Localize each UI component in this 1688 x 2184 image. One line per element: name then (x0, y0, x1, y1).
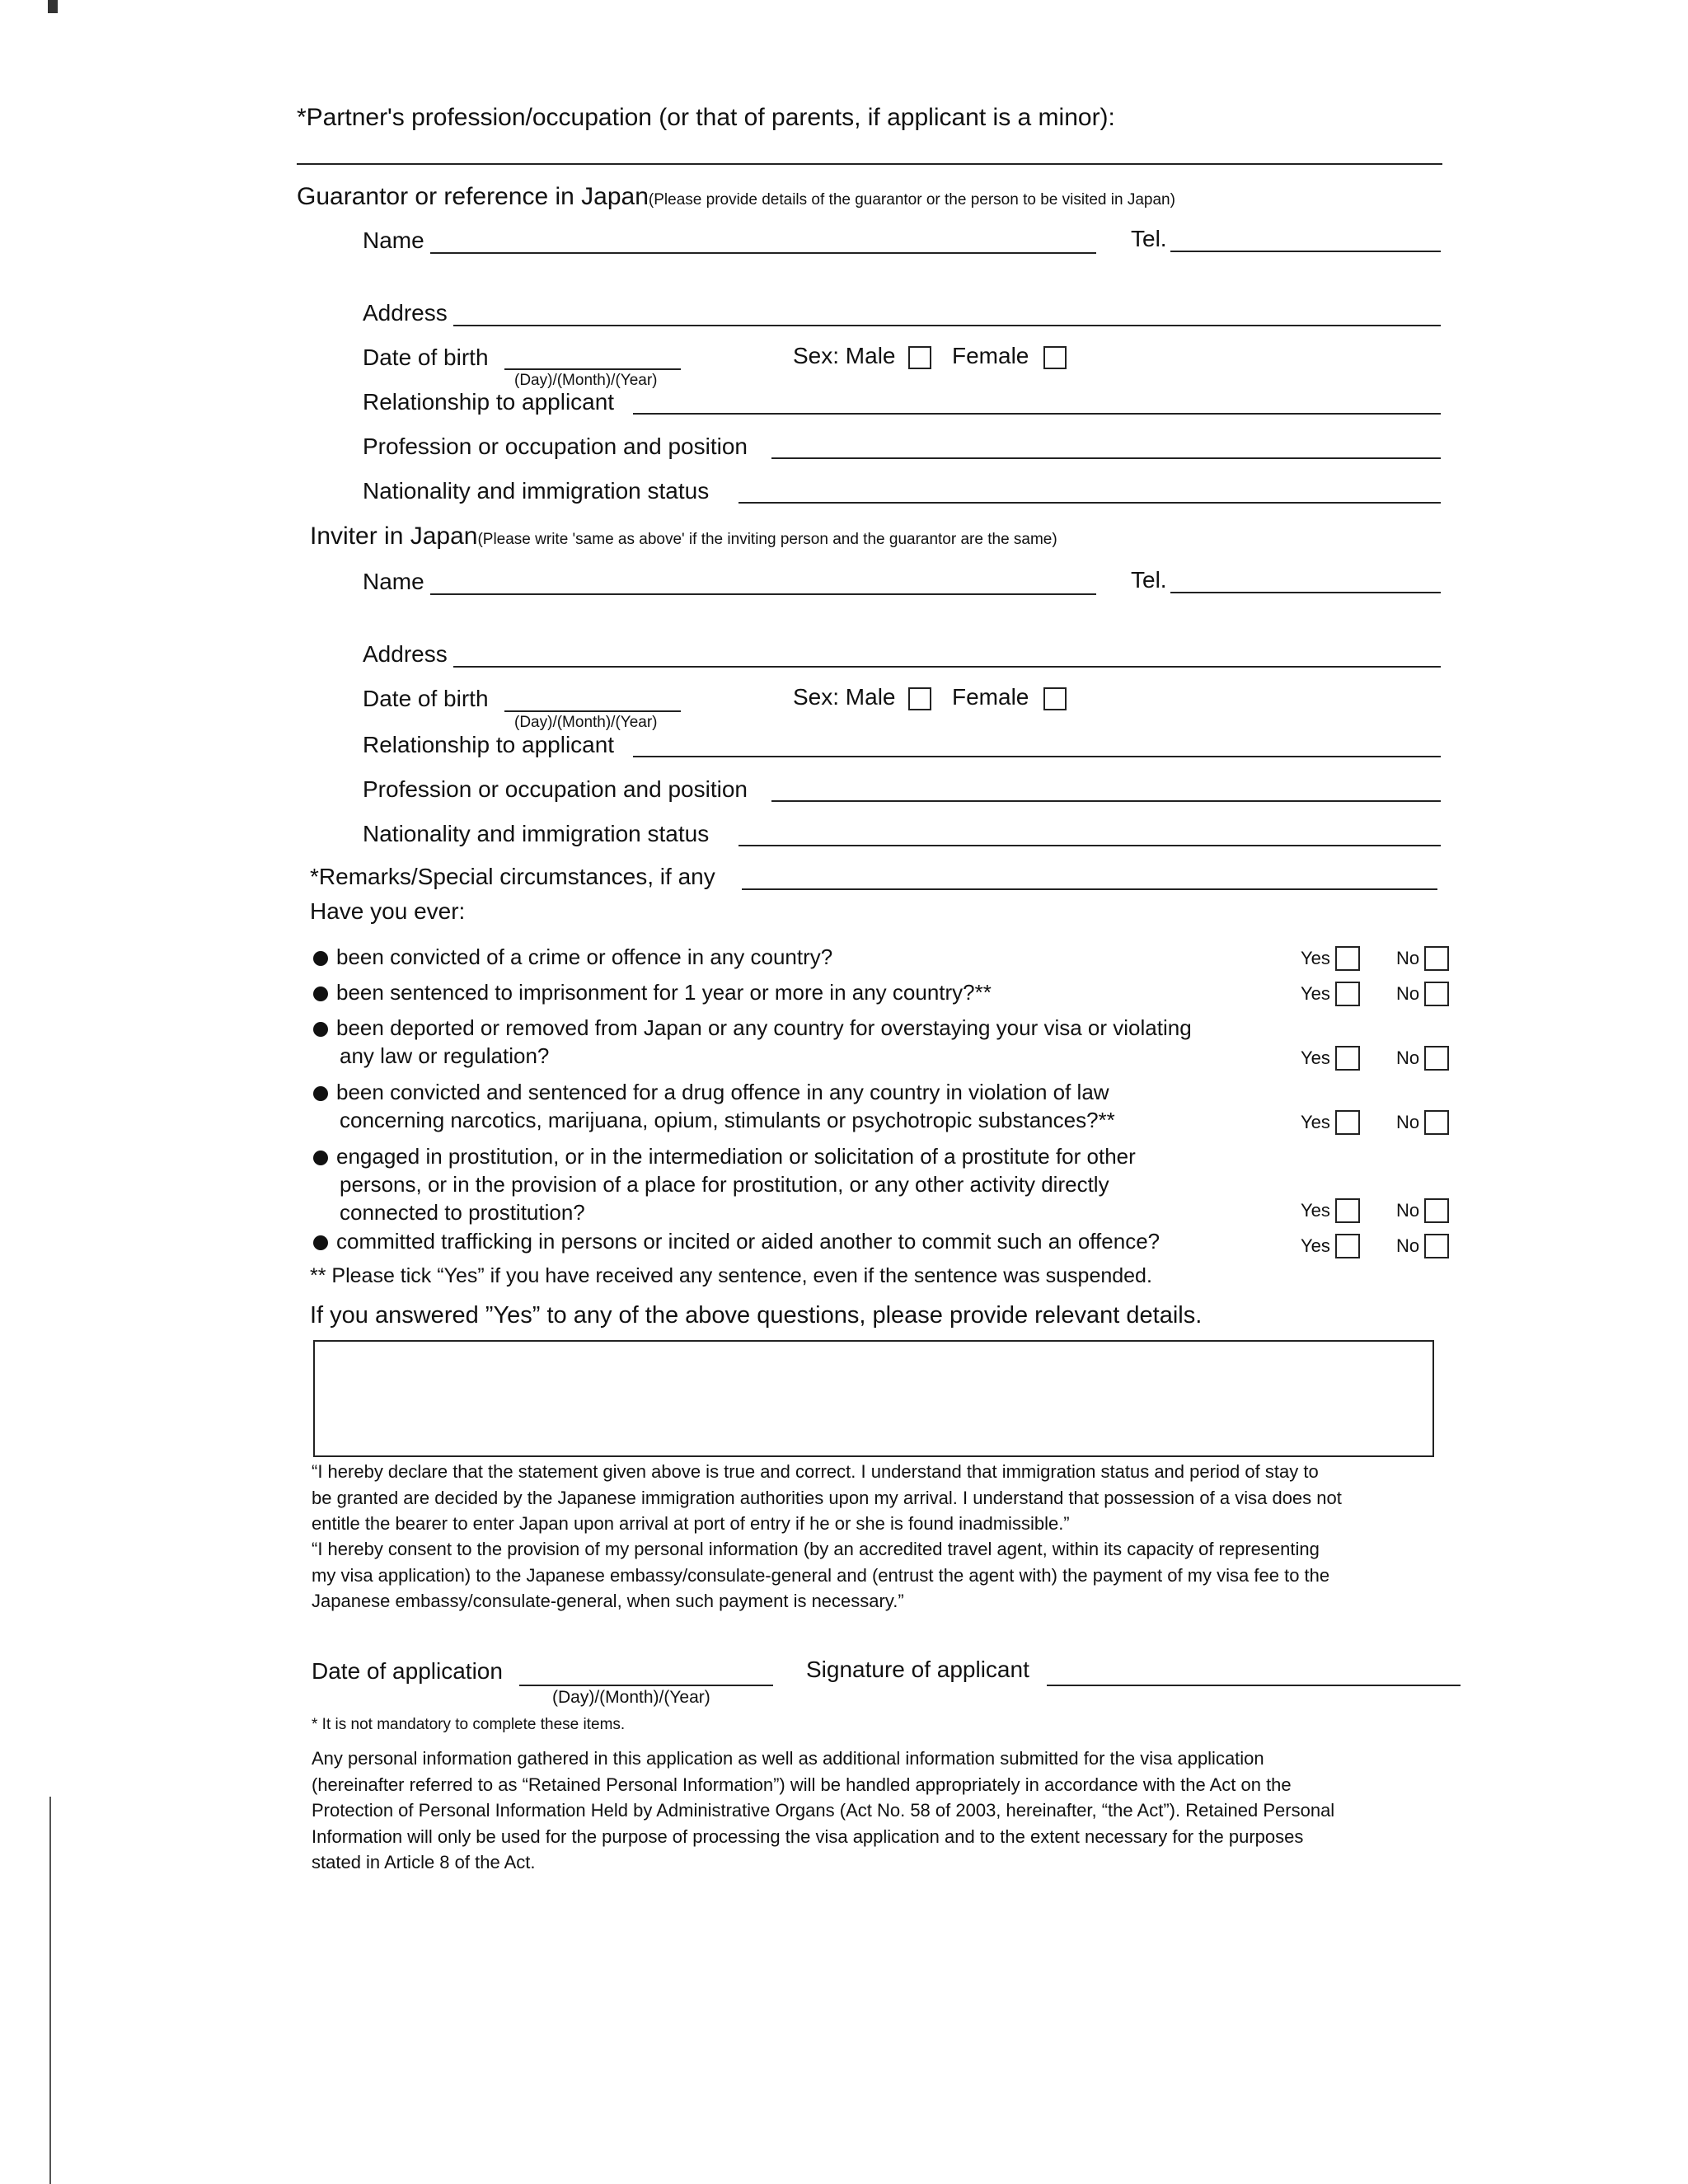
question-1-yes-label: Yes (1301, 948, 1330, 968)
question-1-no-label: No (1396, 948, 1420, 968)
inviter-sex-label: Sex: Male (793, 684, 896, 710)
question-bullet (313, 1235, 328, 1250)
privacy-line: Protection of Personal Information Held by Administrative Organs (Act No. 58 of 2003, hereinafter, “the Act”). Retained Personal (312, 1800, 1335, 1821)
question-4-yes-label: Yes (1301, 1112, 1330, 1132)
question-3-yes-label: Yes (1301, 1047, 1330, 1068)
guarantor-address-label: Address (363, 300, 448, 326)
inviter-name-field[interactable] (430, 593, 1096, 595)
guarantor-name-field[interactable] (430, 252, 1096, 254)
guarantor-male-checkbox[interactable] (908, 346, 931, 369)
declaration-line: “I hereby declare that the statement given above is true and correct. I understand that immigration status and period of stay to (312, 1461, 1319, 1482)
question-2-no-checkbox[interactable] (1424, 982, 1449, 1006)
inviter-relationship-label: Relationship to applicant (363, 732, 615, 757)
guarantor-note: (Please provide details of the guarantor or the person to be visited in Japan) (648, 191, 1175, 209)
declaration-line: “I hereby consent to the provision of my personal information (by an accredited travel agent, within its capacity of representing (312, 1539, 1320, 1559)
guarantor-relationship-label: Relationship to applicant (363, 389, 615, 415)
remarks-field[interactable] (742, 888, 1437, 890)
question-3-text-line1: been deported or removed from Japan or any country for overstaying your visa or violating (336, 1015, 1192, 1040)
privacy-line: (hereinafter referred to as “Retained Personal Information”) will be handled appropriately in accordance with the Act on the (312, 1774, 1292, 1795)
inviter-address-field[interactable] (453, 666, 1441, 668)
question-5-text-line1: engaged in prostitution, or in the intermediation or solicitation of a prostitute for other (336, 1144, 1136, 1169)
guarantor-profession-field[interactable] (771, 457, 1441, 459)
question-4-no-checkbox[interactable] (1424, 1110, 1449, 1135)
question-6-yes-checkbox[interactable] (1335, 1234, 1360, 1258)
question-6-yes-label: Yes (1301, 1235, 1330, 1256)
guarantor-dob-field[interactable] (504, 368, 681, 370)
details-textbox[interactable] (313, 1340, 1434, 1457)
question-bullet (313, 1086, 328, 1101)
question-3-no-checkbox[interactable] (1424, 1046, 1449, 1071)
inviter-dob-hint: (Day)/(Month)/(Year) (514, 714, 658, 731)
inviter-male-checkbox[interactable] (908, 687, 931, 710)
question-2-text: been sentenced to imprisonment for 1 year or more in any country?** (336, 980, 992, 1005)
inviter-relationship-field[interactable] (633, 756, 1441, 757)
guarantor-dob-hint: (Day)/(Month)/(Year) (514, 372, 658, 389)
inviter-dob-label: Date of birth (363, 686, 489, 711)
question-4-yes-checkbox[interactable] (1335, 1110, 1360, 1135)
question-5-text-line2: persons, or in the provision of a place for prostitution, or any other activity directly (340, 1172, 1109, 1197)
inviter-heading (310, 523, 1057, 551)
question-3-text-line2: any law or regulation? (340, 1043, 550, 1068)
inviter-tel-field[interactable] (1170, 592, 1441, 593)
inviter-nationality-field[interactable] (738, 845, 1441, 846)
inviter-address-label: Address (363, 641, 448, 667)
question-3-yes-checkbox[interactable] (1335, 1046, 1360, 1071)
details-prompt: If you answered ”Yes” to any of the above questions, please provide relevant details. (310, 1302, 1203, 1329)
guarantor-profession-label: Profession or occupation and position (363, 434, 748, 459)
question-5-yes-checkbox[interactable] (1335, 1198, 1360, 1223)
guarantor-female-label: Female (952, 343, 1029, 368)
question-4-no-label: No (1396, 1112, 1420, 1132)
scan-edge-line (49, 1797, 51, 2184)
inviter-name-label: Name (363, 569, 424, 594)
questions-footnote: ** Please tick “Yes” if you have received any sentence, even if the sentence was suspended. (310, 1264, 1152, 1287)
guarantor-address-field[interactable] (453, 325, 1441, 326)
question-5-no-label: No (1396, 1200, 1420, 1221)
privacy-line: stated in Article 8 of the Act. (312, 1852, 536, 1872)
questions-heading: Have you ever: (310, 898, 466, 924)
guarantor-name-label: Name (363, 227, 424, 253)
inviter-profession-field[interactable] (771, 800, 1441, 802)
question-6-no-label: No (1396, 1235, 1420, 1256)
application-date-label: Date of application (312, 1658, 503, 1684)
question-5-yes-label: Yes (1301, 1200, 1330, 1221)
question-bullet (313, 951, 328, 966)
guarantor-nationality-field[interactable] (738, 502, 1441, 504)
guarantor-title: Guarantor or reference in Japan (297, 183, 649, 210)
guarantor-heading (297, 183, 1175, 211)
guarantor-tel-label: Tel. (1131, 226, 1167, 251)
declaration-line: my visa application) to the Japanese embassy/consulate-general and (entrust the agent with) the payment of my visa fee to the (312, 1564, 1330, 1586)
guarantor-female-checkbox[interactable] (1043, 346, 1067, 369)
question-3-no-label: No (1396, 1047, 1420, 1068)
inviter-nationality-label: Nationality and immigration status (363, 821, 710, 846)
declaration-paragraph-1 (312, 1459, 1465, 1537)
inviter-title: Inviter in Japan (310, 523, 478, 550)
signature-field[interactable] (1047, 1685, 1461, 1686)
question-4-text-line2: concerning narcotics, marijuana, opium, stimulants or psychotropic substances?** (340, 1108, 1115, 1132)
declaration-line: entitle the bearer to enter Japan upon arrival at port of entry if he or she is found inadmissible.” (312, 1513, 1070, 1534)
scan-corner-mark (48, 0, 58, 13)
privacy-paragraph (312, 1746, 1465, 1876)
application-date-hint: (Day)/(Month)/(Year) (552, 1688, 710, 1707)
question-bullet (313, 1151, 328, 1165)
inviter-female-label: Female (952, 684, 1029, 710)
question-6-text: committed trafficking in persons or incited or aided another to commit such an offence? (336, 1229, 1160, 1254)
inviter-female-checkbox[interactable] (1043, 687, 1067, 710)
partner-occupation-label: *Partner's profession/occupation (or that of parents, if applicant is a minor): (297, 104, 1115, 131)
guarantor-relationship-field[interactable] (633, 413, 1441, 415)
mandatory-footnote: * It is not mandatory to complete these items. (312, 1716, 626, 1733)
question-1-text: been convicted of a crime or offence in any country? (336, 944, 833, 969)
guarantor-sex-label: Sex: Male (793, 343, 896, 368)
partner-occupation-field[interactable] (297, 163, 1442, 165)
question-6-no-checkbox[interactable] (1424, 1234, 1449, 1258)
declaration-line: be granted are decided by the Japanese immigration authorities upon my arrival. I understand that possession of a visa does not (312, 1487, 1342, 1508)
question-5-text-line3: connected to prostitution? (340, 1200, 585, 1225)
inviter-note: (Please write 'same as above' if the inviting person and the guarantor are the same) (477, 531, 1057, 548)
inviter-tel-label: Tel. (1131, 567, 1167, 593)
inviter-profession-label: Profession or occupation and position (363, 776, 748, 802)
question-2-yes-label: Yes (1301, 983, 1330, 1004)
question-bullet (313, 1022, 328, 1037)
question-1-yes-checkbox[interactable] (1335, 946, 1360, 971)
signature-label: Signature of applicant (806, 1657, 1029, 1682)
guarantor-nationality-label: Nationality and immigration status (363, 478, 710, 504)
declaration-line: Japanese embassy/consulate-general, when such payment is necessary.” (312, 1591, 904, 1611)
guarantor-tel-field[interactable] (1170, 251, 1441, 252)
question-1-no-checkbox[interactable] (1424, 946, 1449, 971)
question-2-no-label: No (1396, 983, 1420, 1004)
guarantor-dob-label: Date of birth (363, 344, 489, 370)
question-bullet (313, 987, 328, 1001)
privacy-line: Information will only be used for the purpose of processing the visa application and to the extent necessary for the purposes (312, 1825, 1304, 1847)
remarks-label: *Remarks/Special circumstances, if any (310, 864, 715, 889)
inviter-dob-field[interactable] (504, 710, 681, 712)
declaration-paragraph-2 (312, 1536, 1465, 1615)
privacy-line: Any personal information gathered in this application as well as additional information submitted for the visa application (312, 1748, 1264, 1769)
question-5-no-checkbox[interactable] (1424, 1198, 1449, 1223)
question-2-yes-checkbox[interactable] (1335, 982, 1360, 1006)
application-date-field[interactable] (519, 1685, 773, 1686)
question-4-text-line1: been convicted and sentenced for a drug offence in any country in violation of law (336, 1080, 1109, 1104)
